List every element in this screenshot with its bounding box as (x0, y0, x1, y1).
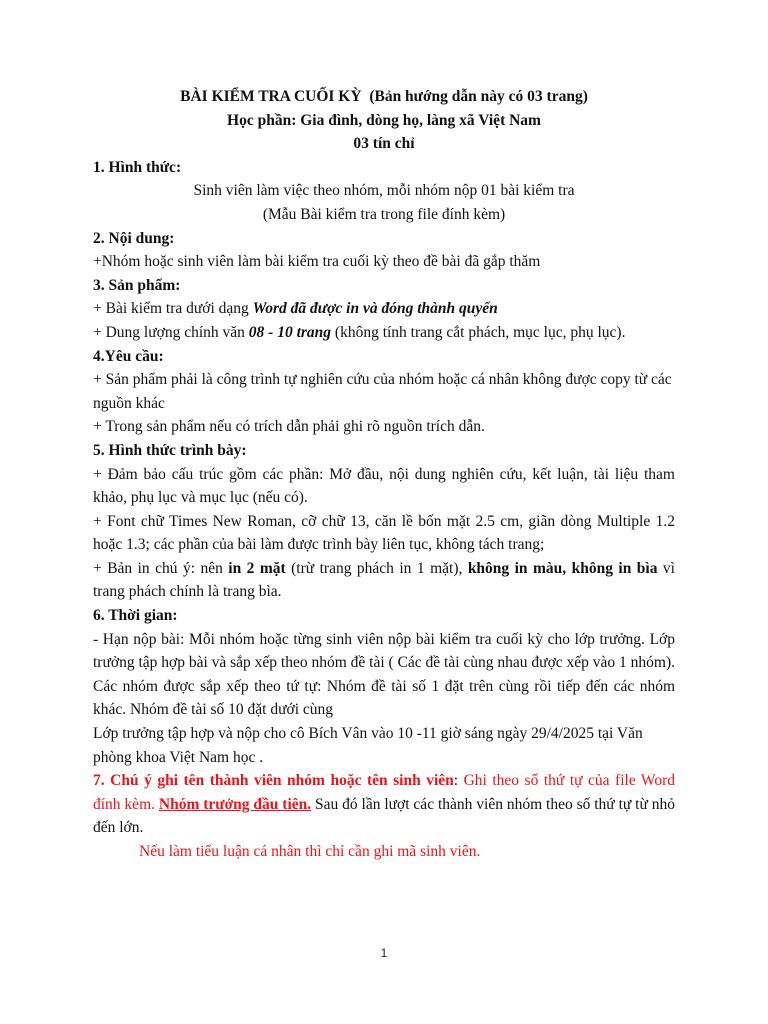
section-6-line-2: Lớp trưởng tập hợp và nộp cho cô Bích Vân vào 10 -11 giờ sáng ngày 29/4/2025 tại Văn phòng khoa Việt Nam học . (93, 725, 643, 766)
s7-colon: : (453, 772, 459, 790)
page-number: 1 (380, 946, 388, 960)
section-1-line-2: (Mẫu Bài kiểm tra trong file đính kèm) (262, 205, 506, 223)
s7-underlined: Nhóm trưởng đầu tiên. (158, 795, 312, 813)
s5-l3-post: vì trang phách chính là trang bìa. (93, 559, 675, 601)
s3-l1-emphasis: Word đã được in và đóng thành quyển (252, 300, 498, 318)
course-name: Học phần: Gia đình, dòng họ, làng xã Việt Nam (227, 111, 541, 129)
section-2-line-1: +Nhóm hoặc sinh viên làm bài kiểm tra cuối kỳ theo đề bài đã gắp thăm (93, 253, 541, 271)
s3-l1-pre: + Bài kiểm tra dưới dạng (93, 300, 253, 318)
section-3-heading: 3. Sản phẩm: (93, 276, 181, 294)
section-2-heading: 2. Nội dung: (93, 229, 175, 247)
section-3-line-1 (93, 297, 675, 321)
title-main: BÀI KIỂM TRA CUỐI KỲ (180, 88, 362, 105)
s7-post: Sau đó lần lượt các thành viên nhóm theo số thứ tự từ nhỏ đến lớn. (93, 795, 676, 837)
s3-l2-post: (không tính trang cắt phách, mục lục, phụ lục). (331, 323, 626, 341)
section-7-heading: 7. Chú ý ghi tên thành viên nhóm hoặc tên sinh viên (93, 772, 454, 790)
s7-red-text: Ghi theo số thứ tự của file Word đính kèm. (93, 772, 675, 813)
section-1-line-1: Sinh viên làm việc theo nhóm, mỗi nhóm nộp 01 bài kiểm tra (193, 182, 575, 200)
section-5-line-1: + Đảm bảo cấu trúc gồm các phần: Mở đầu, nội dung nghiên cứu, kết luận, tài liệu tham khảo, phụ lục và mục lục (nếu có). (93, 465, 675, 507)
section-7-note: Nếu làm tiểu luận cá nhân thì chỉ cần ghi mã sinh viên. (139, 843, 481, 860)
section-5-line-2: + Font chữ Times New Roman, cỡ chữ 13, căn lề bốn mặt 2.5 cm, giãn dòng Multiple 1.2 hoặc 1.3; các phần của bài làm được trình bày liên tục, không tách trang; (93, 512, 675, 554)
section-1-heading: 1. Hình thức: (93, 158, 182, 176)
section-3-line-2 (93, 321, 675, 345)
section-4-heading: 4.Yêu cầu: (93, 347, 164, 365)
s5-l3-mid: (trừ trang phách in 1 mặt), (285, 559, 468, 577)
s5-l3-pre: + Bản in chú ý: nên (93, 559, 229, 577)
s3-l2-pre: + Dung lượng chính văn (93, 323, 249, 341)
section-6-line-1: - Hạn nộp bài: Mỗi nhóm hoặc từng sinh viên nộp bài kiểm tra cuối kỳ cho lớp trưởng. Lớp trưởng tập hợp bài và sắp xếp theo nhóm đề tài ( Các đề tài cùng nhau được xếp vào 1 nhóm). Các nhóm được sắp xếp theo tứ tự: Nhóm đề tài số 1 đặt trên cùng rồi tiếp đến các nhóm khác. Nhóm đề tài số 10 đặt dưới cùng (93, 630, 676, 719)
section-5-heading: 5. Hình thức trình bày: (93, 441, 247, 459)
s3-l2-emphasis: 08 - 10 trang (248, 323, 332, 341)
section-5-line-3 (93, 557, 675, 604)
credits: 03 tín chỉ (353, 135, 415, 153)
section-7-paragraph (93, 769, 675, 840)
s5-l3-bold-1: in 2 mặt (228, 559, 286, 577)
document-body (93, 85, 675, 864)
document-title (93, 85, 675, 109)
s5-l3-bold-2: không in màu, không in bìa (467, 559, 658, 577)
section-6-heading: 6. Thời gian: (93, 607, 178, 625)
section-4-line-2: + Trong sản phẩm nếu có trích dẫn phải ghi rõ nguồn trích dẫn. (93, 418, 485, 436)
title-note: (Bản hướng dẫn này có 03 trang) (369, 88, 588, 105)
section-4-line-1: + Sản phẩm phải là công trình tự nghiên cứu của nhóm hoặc cá nhân không được copy từ các nguồn khác (93, 371, 672, 412)
